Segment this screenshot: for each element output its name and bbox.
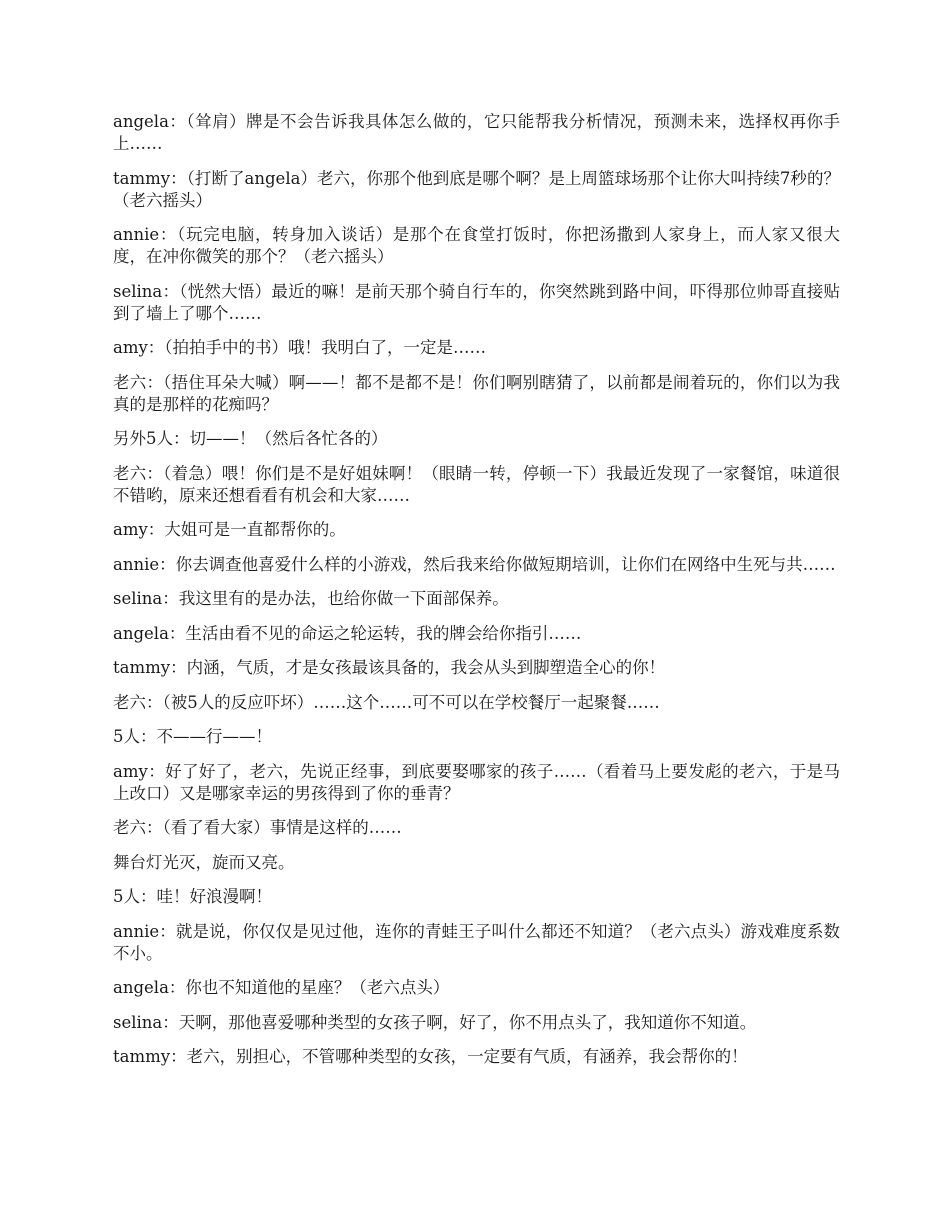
dialogue-line: amy：大姐可是一直都帮你的。 — [113, 520, 346, 539]
dialogue-line: angela：生活由看不见的命运之轮运转，我的牌会给你指引…… — [113, 623, 582, 643]
stage-direction: 舞台灯光灭，旋而又亮。 — [113, 852, 295, 872]
dialogue-line: 老六：（捂住耳朵大喊）啊——！都不是都不是！你们啊别瞎猜了，以前都是闹着玩的，你们以为我真的是那样的花痴吗？ — [113, 372, 840, 414]
dialogue-line: annie：你去调查他喜爱什么样的小游戏，然后我来给你做短期培训，让你们在网络中生死与共…… — [113, 554, 836, 574]
dialogue-line: 老六：（被5人的反应吓坏）……这个……可不可以在学校餐厅一起聚餐…… — [113, 692, 660, 712]
dialogue-line: 5人：哇！好浪漫啊！ — [113, 887, 272, 906]
dialogue-line: 老六：（着急）喂！你们是不是好姐妹啊！（眼睛一转，停顿一下）我最近发现了一家餐馆，味道很不错哟，原来还想看看有机会和大家…… — [113, 463, 840, 505]
dialogue-line: tammy：（打断了angela）老六，你那个他到底是哪个啊？是上周篮球场那个让你大叫持续7秒的？（老六摇头） — [113, 168, 840, 210]
dialogue-line: angela：（耸肩）牌是不会告诉我具体怎么做的，它只能帮我分析情况，预测未来，选择权再你手上…… — [113, 112, 840, 153]
dialogue-line: angela：你也不知道他的星座？（老六点头） — [113, 978, 450, 997]
dialogue-line: amy：（拍拍手中的书）哦！我明白了，一定是…… — [113, 338, 487, 357]
dialogue-line: selina：（恍然大悟）最近的嘛！是前天那个骑自行车的，你突然跳到路中间，吓得那位帅哥直接贴到了墙上了哪个…… — [113, 281, 840, 323]
dialogue-line: 5人：不——行——！ — [113, 727, 272, 746]
dialogue-line: amy：好了好了，老六，先说正经事，到底要娶哪家的孩子……（看着马上要发彪的老六，于是马上改口）又是哪家幸运的男孩得到了你的垂青？ — [113, 761, 840, 803]
script-document — [113, 111, 840, 1081]
dialogue-line: selina：天啊，那他喜爱哪种类型的女孩子啊，好了，你不用点头了，我知道你不知道。 — [113, 1012, 757, 1032]
dialogue-line: 另外5人：切——！（然后各忙各的） — [113, 429, 388, 448]
dialogue-line: annie：就是说，你仅仅是见过他，连你的青蛙王子叫什么都还不知道？（老六点头）游戏难度系数不小。 — [113, 921, 840, 963]
dialogue-line: tammy：老六，别担心，不管哪种类型的女孩，一定要有气质，有涵养，我会帮你的！ — [113, 1047, 748, 1066]
dialogue-line: selina：我这里有的是办法，也给你做一下面部保养。 — [113, 589, 509, 608]
dialogue-line: tammy：内涵，气质，才是女孩最该具备的，我会从头到脚塑造全心的你！ — [113, 658, 666, 677]
dialogue-line: annie：（玩完电脑，转身加入谈话）是那个在食堂打饭时，你把汤撒到人家身上，而人家又很大度，在冲你微笑的那个？（老六摇头） — [113, 225, 840, 266]
dialogue-line: 老六：（看了看大家）事情是这样的…… — [113, 818, 402, 837]
